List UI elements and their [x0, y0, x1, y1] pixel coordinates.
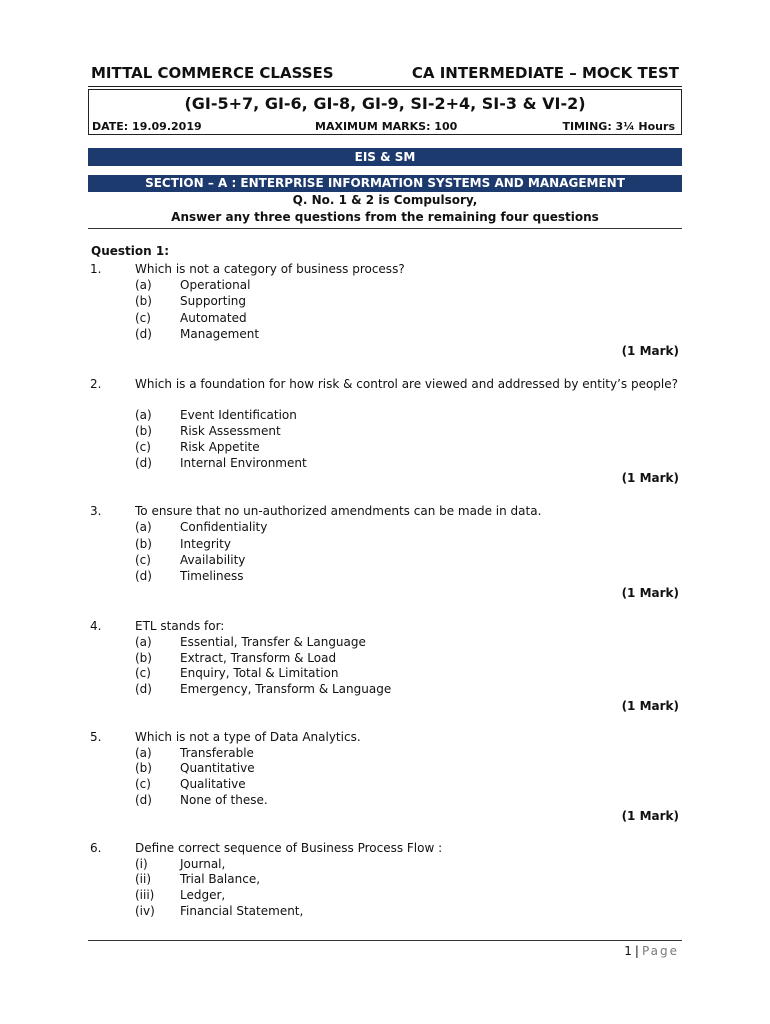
option-label: (a) — [135, 635, 152, 649]
page-footer — [624, 944, 679, 958]
question-number: 1. — [90, 262, 102, 276]
option-label: (d) — [135, 569, 152, 583]
subject-bar: EIS & SM — [88, 148, 682, 166]
question-text: To ensure that no un-authorized amendments can be made in data. — [135, 504, 542, 518]
section-divider — [88, 228, 682, 229]
question-text: ETL stands for: — [135, 619, 225, 633]
option-text: Integrity — [180, 537, 231, 551]
footer-divider — [88, 940, 682, 941]
option-label: (b) — [135, 424, 152, 438]
option-label: (c) — [135, 440, 151, 454]
question-mark: (1 Mark) — [621, 586, 679, 600]
option-text: Risk Assessment — [180, 424, 281, 438]
question-number: 6. — [90, 841, 102, 855]
option-label: (d) — [135, 456, 152, 470]
option-text: Journal, — [180, 857, 226, 871]
maximum-marks: MAXIMUM MARKS: 100 — [315, 120, 458, 133]
question-text: Which is not a category of business process? — [135, 262, 405, 276]
option-label: (d) — [135, 682, 152, 696]
option-label: (b) — [135, 294, 152, 308]
question-number: 2. — [90, 377, 102, 391]
instruction-choice: Answer any three questions from the remaining four questions — [171, 210, 599, 224]
exam-timing: TIMING: 3¼ Hours — [562, 120, 675, 133]
option-label: (d) — [135, 793, 152, 807]
option-text: Extract, Transform & Load — [180, 651, 337, 665]
exam-info-box — [88, 89, 682, 135]
option-label: (a) — [135, 520, 152, 534]
option-label: (b) — [135, 761, 152, 775]
question-mark: (1 Mark) — [621, 471, 679, 485]
option-text: Essential, Transfer & Language — [180, 635, 366, 649]
option-text: Supporting — [180, 294, 246, 308]
question-mark: (1 Mark) — [621, 809, 679, 823]
groups-line: (GI-5+7, GI-6, GI-8, GI-9, SI-2+4, SI-3 & VI-2) — [184, 94, 586, 113]
option-text: Confidentiality — [180, 520, 268, 534]
option-text: Management — [180, 327, 260, 341]
question-text: Which is a foundation for how risk & control are viewed and addressed by entity’s people? — [135, 377, 679, 391]
question-number: 4. — [90, 619, 102, 633]
option-text: Ledger, — [180, 888, 226, 902]
option-text: Automated — [180, 311, 247, 325]
section-bar: SECTION – A : ENTERPRISE INFORMATION SYSTEMS AND MANAGEMENT — [88, 175, 682, 192]
option-label: (iv) — [135, 904, 155, 918]
option-text: Financial Statement, — [180, 904, 304, 918]
option-text: Quantitative — [180, 761, 255, 775]
option-label: (ii) — [135, 872, 152, 886]
option-text: None of these. — [180, 793, 268, 807]
question-number: 3. — [90, 504, 102, 518]
option-text: Transferable — [180, 746, 254, 760]
option-text: Trial Balance, — [180, 872, 261, 886]
page-label: Page — [641, 944, 679, 958]
option-label: (a) — [135, 746, 152, 760]
question-number: 5. — [90, 730, 102, 744]
exam-page — [88, 0, 682, 1024]
question-mark: (1 Mark) — [621, 344, 679, 358]
option-label: (b) — [135, 651, 152, 665]
instruction-compulsory: Q. No. 1 & 2 is Compulsory, — [292, 193, 478, 207]
institute-name: MITTAL COMMERCE CLASSES — [91, 64, 334, 82]
option-text: Event Identification — [180, 408, 297, 422]
option-label: (c) — [135, 311, 151, 325]
option-text: Timeliness — [180, 569, 244, 583]
option-label: (d) — [135, 327, 152, 341]
page-number: 1 — [624, 944, 632, 958]
option-label: (b) — [135, 537, 152, 551]
option-text: Enquiry, Total & Limitation — [180, 666, 339, 680]
question-text: Define correct sequence of Business Process Flow : — [135, 841, 443, 855]
option-text: Internal Environment — [180, 456, 307, 470]
option-text: Availability — [180, 553, 246, 567]
exam-date: DATE: 19.09.2019 — [92, 120, 202, 133]
question-heading: Question 1: — [91, 244, 169, 258]
option-label: (c) — [135, 553, 151, 567]
option-label: (a) — [135, 408, 152, 422]
option-text: Emergency, Transform & Language — [180, 682, 392, 696]
exam-title: CA INTERMEDIATE – MOCK TEST — [411, 64, 679, 82]
option-text: Risk Appetite — [180, 440, 260, 454]
option-label: (i) — [135, 857, 148, 871]
question-mark: (1 Mark) — [621, 699, 679, 713]
question-text: Which is not a type of Data Analytics. — [135, 730, 361, 744]
option-label: (a) — [135, 278, 152, 292]
option-label: (c) — [135, 777, 151, 791]
option-label: (c) — [135, 666, 151, 680]
option-text: Qualitative — [180, 777, 246, 791]
header-top-line — [88, 64, 682, 87]
footer-separator: | — [634, 944, 639, 958]
option-label: (iii) — [135, 888, 155, 902]
option-text: Operational — [180, 278, 251, 292]
